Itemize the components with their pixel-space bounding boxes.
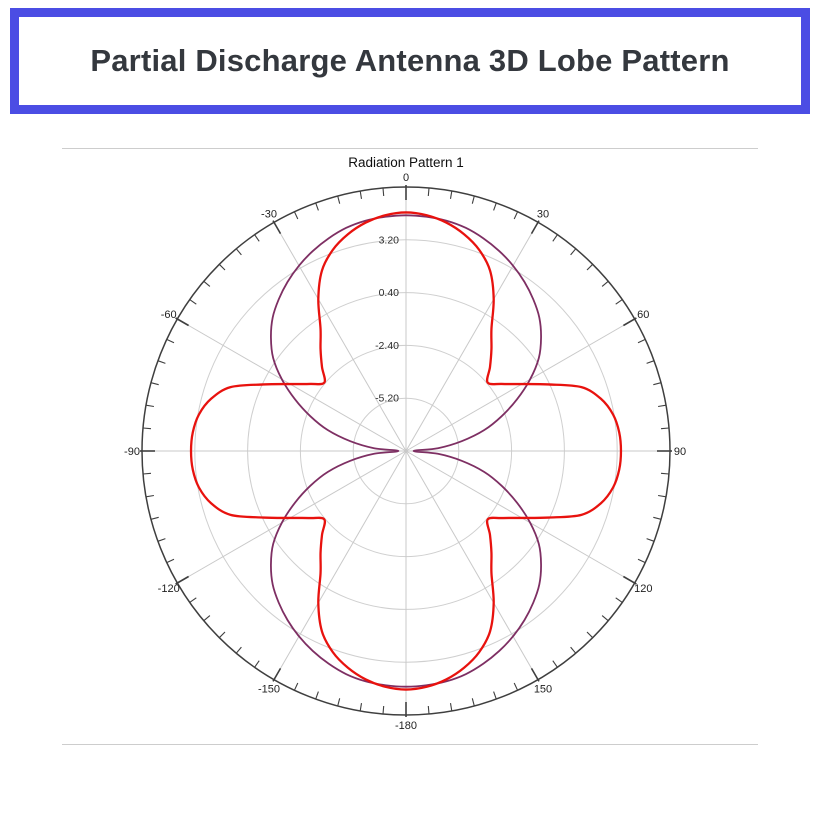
angle-minor-tick xyxy=(316,203,319,211)
angle-minor-tick xyxy=(553,235,558,242)
angle-minor-tick xyxy=(158,361,166,364)
angle-minor-tick xyxy=(661,428,669,429)
angle-minor-tick xyxy=(587,632,593,638)
radial-axis-label: -2.40 xyxy=(375,339,399,352)
angle-minor-tick xyxy=(294,683,297,690)
angle-axis-label: -90 xyxy=(124,446,140,458)
angle-minor-tick xyxy=(451,703,452,711)
angle-major-tick xyxy=(532,221,540,234)
angle-minor-tick xyxy=(219,632,225,638)
angle-minor-tick xyxy=(647,361,655,364)
angle-minor-tick xyxy=(158,539,166,542)
angle-minor-tick xyxy=(146,405,154,406)
angle-minor-tick xyxy=(255,661,260,668)
spoke-line xyxy=(274,222,406,451)
spoke-line xyxy=(406,222,538,451)
chart-title: Radiation Pattern 1 xyxy=(348,155,464,170)
angle-axis-label: 0 xyxy=(402,172,410,184)
angle-minor-tick xyxy=(204,281,210,286)
angle-minor-tick xyxy=(338,698,340,706)
radial-axis-label: 0.40 xyxy=(378,287,399,300)
angle-major-tick xyxy=(176,318,189,326)
angle-minor-tick xyxy=(616,300,623,305)
angle-minor-tick xyxy=(472,698,474,706)
angle-axis-label: 90 xyxy=(673,446,687,458)
angle-minor-tick xyxy=(472,196,474,204)
angle-major-tick xyxy=(273,668,281,681)
angle-minor-tick xyxy=(658,405,666,406)
angle-minor-tick xyxy=(514,212,517,219)
angle-minor-tick xyxy=(151,517,159,519)
angle-minor-tick xyxy=(602,616,608,621)
angle-minor-tick xyxy=(638,559,645,562)
angle-minor-tick xyxy=(658,496,666,497)
angle-minor-tick xyxy=(494,692,497,700)
angle-major-tick xyxy=(623,318,636,326)
angle-axis-label: -180 xyxy=(394,720,418,732)
spoke-line xyxy=(406,451,538,680)
angle-minor-tick xyxy=(236,249,241,255)
angle-major-tick xyxy=(532,668,540,681)
angle-axis-label: -150 xyxy=(257,683,281,696)
angle-minor-tick xyxy=(316,692,319,700)
angle-minor-tick xyxy=(190,598,197,603)
angle-minor-tick xyxy=(383,188,384,196)
radial-axis-label: 3.20 xyxy=(378,234,399,247)
angle-minor-tick xyxy=(360,703,361,711)
angle-minor-tick xyxy=(255,235,260,242)
angle-minor-tick xyxy=(602,281,608,286)
angle-axis-label: -120 xyxy=(157,583,180,595)
angle-minor-tick xyxy=(167,559,174,562)
angle-minor-tick xyxy=(571,249,576,255)
angle-minor-tick xyxy=(553,661,558,668)
angle-minor-tick xyxy=(647,539,655,542)
angle-minor-tick xyxy=(360,191,361,199)
angle-axis-label: 60 xyxy=(637,309,650,321)
angle-minor-tick xyxy=(616,598,623,603)
angle-minor-tick xyxy=(151,383,159,385)
angle-minor-tick xyxy=(143,428,151,429)
angle-minor-tick xyxy=(204,616,210,621)
angle-minor-tick xyxy=(190,300,197,305)
angle-minor-tick xyxy=(587,264,593,270)
angle-minor-tick xyxy=(653,517,661,519)
angle-minor-tick xyxy=(661,473,669,474)
angle-axis-label: 120 xyxy=(634,583,653,595)
angle-minor-tick xyxy=(653,383,661,385)
angle-minor-tick xyxy=(451,191,452,199)
angle-minor-tick xyxy=(167,339,174,342)
radial-labels xyxy=(375,234,399,404)
spoke-line xyxy=(274,451,406,680)
angle-axis-label: 30 xyxy=(536,208,550,221)
angle-minor-tick xyxy=(338,196,340,204)
angle-minor-tick xyxy=(219,264,225,270)
angle-minor-tick xyxy=(571,647,576,653)
angle-minor-tick xyxy=(383,706,384,714)
angle-minor-tick xyxy=(428,188,429,196)
angle-minor-tick xyxy=(638,339,645,342)
angle-minor-tick xyxy=(146,496,154,497)
angle-minor-tick xyxy=(494,203,497,211)
angle-minor-tick xyxy=(514,683,517,690)
angle-minor-tick xyxy=(428,706,429,714)
angle-axis-label: -60 xyxy=(160,309,177,321)
banner-title: Partial Discharge Antenna 3D Lobe Pattern xyxy=(90,43,730,78)
angle-minor-tick xyxy=(143,473,151,474)
angle-axis-label: 150 xyxy=(533,683,553,696)
angle-axis-label: -30 xyxy=(261,208,277,221)
radial-axis-label: -5.20 xyxy=(375,392,399,405)
angle-major-tick xyxy=(273,221,281,234)
angle-minor-tick xyxy=(236,647,241,653)
angle-minor-tick xyxy=(294,212,297,219)
